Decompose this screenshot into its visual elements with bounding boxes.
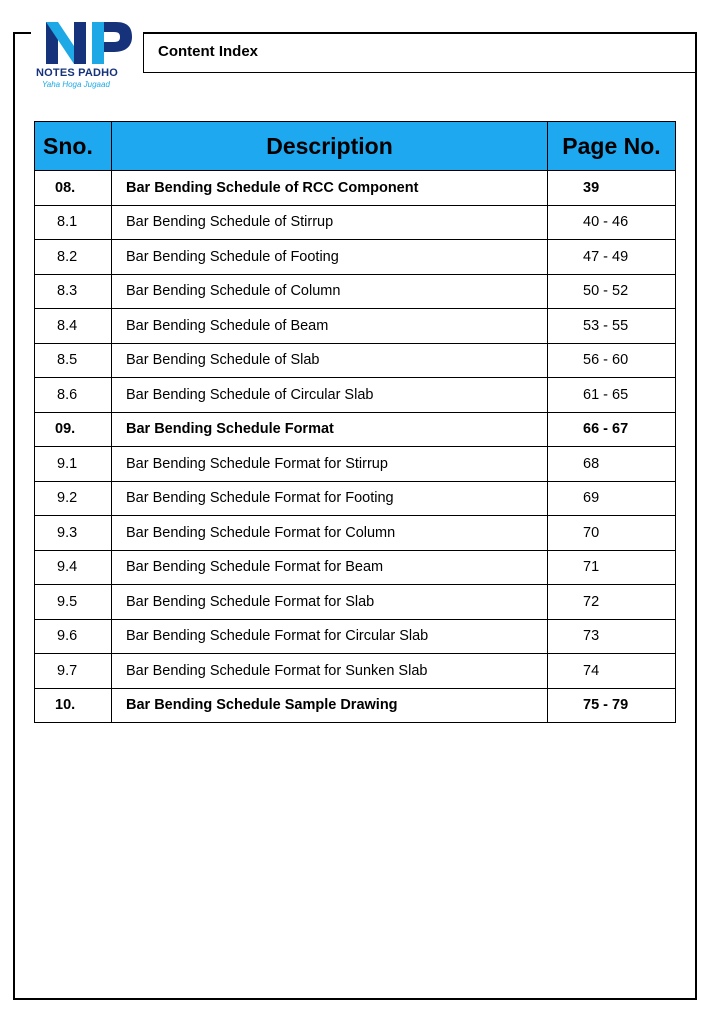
row-page-no: 71 [548,550,676,585]
table-row [35,378,676,413]
row-description: Bar Bending Schedule Format for Footing [112,481,548,516]
row-page-no: 75 - 79 [548,688,676,723]
table-row [35,585,676,620]
row-page-no: 66 - 67 [548,412,676,447]
row-description: Bar Bending Schedule of Stirrup [112,205,548,240]
column-header-description: Description [112,122,548,171]
row-page-no: 69 [548,481,676,516]
row-page-no: 61 - 65 [548,378,676,413]
section-row [35,412,676,447]
row-sno: 8.4 [35,309,112,344]
page-frame-right [695,32,697,1000]
page-title: Content Index [158,43,258,60]
row-sno: 8.6 [35,378,112,413]
row-page-no: 74 [548,654,676,689]
row-sno: 10. [35,688,112,723]
row-description: Bar Bending Schedule of Column [112,274,548,309]
table-row [35,654,676,689]
row-description: Bar Bending Schedule Format for Stirrup [112,447,548,482]
content-index-table [34,121,676,723]
row-sno: 8.1 [35,205,112,240]
table-body [35,171,676,723]
table-row [35,274,676,309]
section-row [35,171,676,206]
table-row [35,309,676,344]
row-page-no: 72 [548,585,676,620]
row-description: Bar Bending Schedule of Circular Slab [112,378,548,413]
brand-logo [36,20,140,92]
row-page-no: 68 [548,447,676,482]
page-frame-bottom [13,998,697,1000]
row-sno: 9.6 [35,619,112,654]
header-title-box [143,32,695,73]
row-sno: 9.2 [35,481,112,516]
logo-tagline: Yaha Hoga Jugaad [42,80,110,89]
row-sno: 09. [35,412,112,447]
page-frame-left [13,32,15,1000]
row-sno: 8.5 [35,343,112,378]
column-header-sno: Sno. [35,122,112,171]
logo-brand-name: NOTES PADHO [36,67,119,79]
row-page-no: 73 [548,619,676,654]
column-header-page-no: Page No. [548,122,676,171]
row-description: Bar Bending Schedule Format for Slab [112,585,548,620]
table-row [35,205,676,240]
row-page-no: 40 - 46 [548,205,676,240]
page-frame-top-left [13,32,31,34]
row-sno: 9.1 [35,447,112,482]
table-row [35,619,676,654]
row-sno: 08. [35,171,112,206]
table-row [35,481,676,516]
row-description: Bar Bending Schedule Sample Drawing [112,688,548,723]
row-page-no: 47 - 49 [548,240,676,275]
row-sno: 9.5 [35,585,112,620]
table-row [35,343,676,378]
table-row [35,550,676,585]
row-page-no: 50 - 52 [548,274,676,309]
row-description: Bar Bending Schedule of RCC Component [112,171,548,206]
section-row [35,688,676,723]
row-description: Bar Bending Schedule of Slab [112,343,548,378]
row-sno: 9.7 [35,654,112,689]
row-description: Bar Bending Schedule Format for Circular Slab [112,619,548,654]
row-description: Bar Bending Schedule of Beam [112,309,548,344]
table-row [35,447,676,482]
row-description: Bar Bending Schedule Format for Beam [112,550,548,585]
row-page-no: 70 [548,516,676,551]
row-sno: 9.4 [35,550,112,585]
row-page-no: 39 [548,171,676,206]
row-sno: 9.3 [35,516,112,551]
row-sno: 8.3 [35,274,112,309]
row-description: Bar Bending Schedule Format [112,412,548,447]
row-sno: 8.2 [35,240,112,275]
row-description: Bar Bending Schedule of Footing [112,240,548,275]
table-header-row [35,122,676,171]
np-logo-icon [44,20,132,66]
row-page-no: 56 - 60 [548,343,676,378]
table-row [35,240,676,275]
row-description: Bar Bending Schedule Format for Sunken Slab [112,654,548,689]
table-row [35,516,676,551]
row-page-no: 53 - 55 [548,309,676,344]
row-description: Bar Bending Schedule Format for Column [112,516,548,551]
